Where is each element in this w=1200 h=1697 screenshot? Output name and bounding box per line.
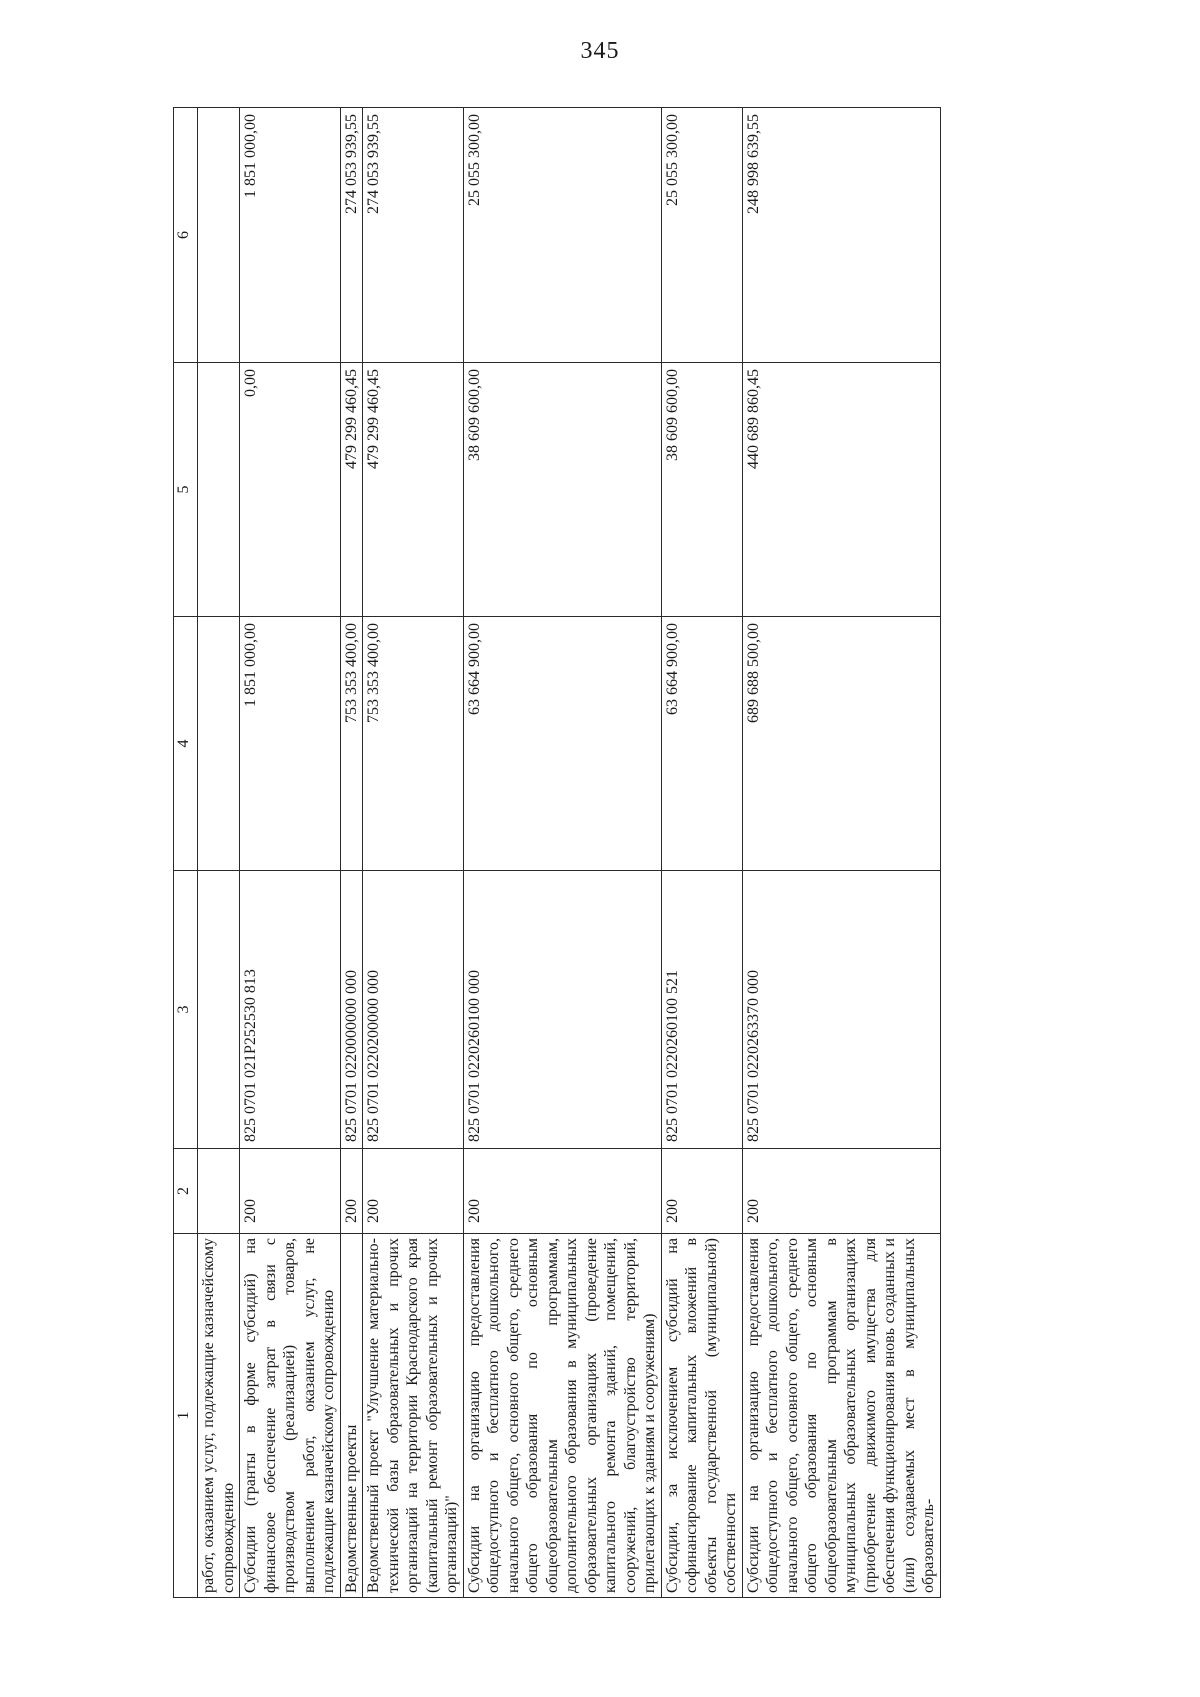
row-code: 200 [240,1149,341,1234]
row-kbk: 825 0701 0220260100 521 [661,871,742,1149]
row-value-4: 753 353 400,00 [363,617,464,871]
header-row [174,108,198,1598]
column-header: 5 [174,363,198,617]
row-name: Субсидии на организацию предоставления общедоступного и бесплатного дошкольного, начального общего, основного общего, среднего общего образования по основным общеобразовательным программам, дополнительного образования в муниципальных образовательных организациях (проведение капитального ремонта зданий, помещений, сооружений, благоустройство территорий, прилегающих к зданиям и сооружениям) [463,1234,661,1598]
row-value-4 [198,617,240,871]
row-kbk: 825 0701 0220000000 000 [340,871,363,1149]
row-value-5: 479 299 460,45 [340,363,363,617]
row-name: Субсидии на организацию предоставления общедоступного и бесплатного дошкольного, начального общего, основного общего, среднего общего образования по основным общеобразовательным программам в муниципальных образовательных организациях (приобретение движимого имущества для обеспечения функционирования вновь созданных и (или) создаваемых мест в муниципальных образователь- [742,1234,940,1598]
row-value-5: 38 609 600,00 [661,363,742,617]
row-value-6 [198,108,240,363]
row-value-4: 689 688 500,00 [742,617,940,871]
row-name: Ведомственные проекты [340,1234,363,1598]
column-header: 3 [174,871,198,1149]
row-code: 200 [363,1149,464,1234]
row-name: Субсидии, за исключением субсидий на софинансирование капитальных вложений в объекты государственной (муниципальной) собственности [661,1234,742,1598]
row-name: Субсидии (гранты в форме субсидий) на финансовое обеспечение затрат в связи с производством (реализацией) товаров, выполнением работ, оказанием услуг, не подлежащие казначейскому сопровождению [240,1234,341,1598]
table-frame [173,108,1048,1598]
table-row [661,108,742,1598]
table-row [240,108,341,1598]
row-value-4: 1 851 000,00 [240,617,341,871]
row-value-5: 38 609 600,00 [463,363,661,617]
row-value-4: 63 664 900,00 [463,617,661,871]
row-name: работ, оказанием услуг, подлежащие казначейскому сопровождению [198,1234,240,1598]
table-row [198,108,240,1598]
budget-table [173,107,941,1598]
row-kbk: 825 0701 021P252530 813 [240,871,341,1149]
row-value-5 [198,363,240,617]
table-row [340,108,363,1598]
row-kbk: 825 0701 0220200000 000 [363,871,464,1149]
table-row [742,108,940,1598]
row-kbk [198,871,240,1149]
row-value-4: 63 664 900,00 [661,617,742,871]
row-code: 200 [661,1149,742,1234]
row-code [198,1149,240,1234]
row-kbk: 825 0701 0220260100 000 [463,871,661,1149]
table-row [363,108,464,1598]
column-header: 4 [174,617,198,871]
row-value-6: 25 055 300,00 [463,108,661,363]
row-kbk: 825 0701 0220263370 000 [742,871,940,1149]
row-value-6: 248 998 639,55 [742,108,940,363]
table-row [463,108,661,1598]
row-value-5: 479 299 460,45 [363,363,464,617]
row-value-6: 25 055 300,00 [661,108,742,363]
row-name: Ведомственный проект "Улучшение материально-технической базы образовательных и прочих организаций на территории Краснодарского края (капитальный ремонт образовательных и прочих организаций)" [363,1234,464,1598]
row-value-6: 1 851 000,00 [240,108,341,363]
row-code: 200 [463,1149,661,1234]
row-code: 200 [340,1149,363,1234]
row-value-6: 274 053 939,55 [363,108,464,363]
column-header: 1 [174,1234,198,1598]
row-value-5: 0,00 [240,363,341,617]
column-header: 6 [174,108,198,363]
row-value-6: 274 053 939,55 [340,108,363,363]
page-number: 345 [580,38,620,64]
rotated-table-container [173,108,1048,1598]
row-code: 200 [742,1149,940,1234]
row-value-5: 440 689 860,45 [742,363,940,617]
column-header: 2 [174,1149,198,1234]
row-value-4: 753 353 400,00 [340,617,363,871]
